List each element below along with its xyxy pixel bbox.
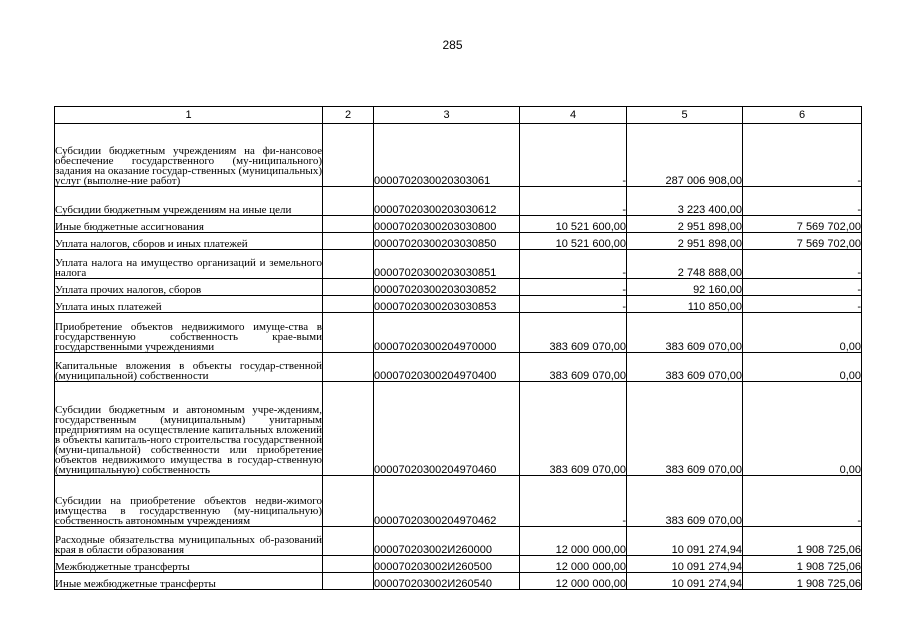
row-name: Иные бюджетные ассигнования [55, 216, 323, 233]
row-col-5: 2 951 898,00 [627, 216, 743, 233]
row-col-4: 12 000 000,00 [520, 573, 627, 590]
row-code: 00007020300204970460 [374, 382, 520, 476]
row-code: 00007020300203030800 [374, 216, 520, 233]
row-col-2 [323, 233, 374, 250]
row-col-2 [323, 527, 374, 556]
row-col-5: 10 091 274,94 [627, 556, 743, 573]
row-col-5: 287 006 908,00 [627, 124, 743, 187]
page-number: 285 [442, 38, 463, 52]
header-col-2: 2 [323, 107, 374, 124]
row-col-2 [323, 353, 374, 382]
row-col-2 [323, 382, 374, 476]
row-col-6: 0,00 [743, 313, 862, 353]
row-name: Иные межбюджетные трансферты [55, 573, 323, 590]
table-row [55, 353, 862, 382]
row-name: Субсидии бюджетным и автономным учре-ждениям, государственным (муниципальным) унитарным предприятиям на осуществление капитальных вложений в объекты капиталь-ного строительства государственной (муни-ципальной) собственности или приобретение объектов недвижимого имущества в государ-ственную (муниципальную) собственность [55, 382, 323, 476]
row-code: 00007020300204970000 [374, 313, 520, 353]
row-col-6: 0,00 [743, 353, 862, 382]
row-col-2 [323, 476, 374, 527]
row-code: 00007020300203030851 [374, 250, 520, 279]
row-col-6: 1 908 725,06 [743, 527, 862, 556]
row-col-6: - [743, 187, 862, 216]
row-col-6: - [743, 476, 862, 527]
row-name: Субсидии бюджетным учреждениям на фи-нансовое обеспечение государственного (му-ниципального) задания на оказание государ-ственных (муниципальных) услуг (выполне-ние работ) [55, 124, 323, 187]
header-col-3: 3 [374, 107, 520, 124]
table-row [55, 382, 862, 476]
row-col-6: - [743, 296, 862, 313]
row-col-4: 12 000 000,00 [520, 527, 627, 556]
row-col-2 [323, 124, 374, 187]
table-row [55, 313, 862, 353]
row-col-6: - [743, 124, 862, 187]
table-row [55, 187, 862, 216]
table-row [55, 279, 862, 296]
row-col-5: 383 609 070,00 [627, 382, 743, 476]
row-col-2 [323, 573, 374, 590]
row-code: 00007020300204970462 [374, 476, 520, 527]
row-col-6: 7 569 702,00 [743, 216, 862, 233]
row-col-2 [323, 187, 374, 216]
row-code: 00007020300203030612 [374, 187, 520, 216]
table-row [55, 250, 862, 279]
row-col-6: - [743, 279, 862, 296]
row-col-2 [323, 216, 374, 233]
row-col-4: - [520, 187, 627, 216]
row-col-4: 10 521 600,00 [520, 216, 627, 233]
row-col-2 [323, 556, 374, 573]
table-row [55, 296, 862, 313]
table-row [55, 124, 862, 187]
header-col-1: 1 [55, 107, 323, 124]
row-col-5: 2 748 888,00 [627, 250, 743, 279]
row-code: 00007020300204970400 [374, 353, 520, 382]
header-col-6: 6 [743, 107, 862, 124]
row-code: 000070203002И260540 [374, 573, 520, 590]
row-col-6: - [743, 250, 862, 279]
row-code: 00007020300203030850 [374, 233, 520, 250]
row-name: Межбюджетные трансферты [55, 556, 323, 573]
row-col-4: - [520, 296, 627, 313]
header-col-4: 4 [520, 107, 627, 124]
row-col-5: 383 609 070,00 [627, 476, 743, 527]
row-col-4: - [520, 250, 627, 279]
row-name: Приобретение объектов недвижимого имуще-ства в государственную собственность крае-выми государственными учреждениями [55, 313, 323, 353]
row-name: Расходные обязательства муниципальных об-разований края в области образования [55, 527, 323, 556]
row-name: Субсидии на приобретение объектов недви-жимого имущества в государственную (му-ниципальную) собственность автономным учреждениям [55, 476, 323, 527]
row-col-5: 383 609 070,00 [627, 353, 743, 382]
row-col-5: 10 091 274,94 [627, 527, 743, 556]
table-row [55, 573, 862, 590]
table-row [55, 556, 862, 573]
table-row [55, 233, 862, 250]
row-code: 000070203002И260000 [374, 527, 520, 556]
row-col-4: - [520, 124, 627, 187]
row-col-5: 110 850,00 [627, 296, 743, 313]
row-name: Уплата налогов, сборов и иных платежей [55, 233, 323, 250]
row-name: Субсидии бюджетным учреждениям на иные цели [55, 187, 323, 216]
row-name: Уплата прочих налогов, сборов [55, 279, 323, 296]
row-col-4: 383 609 070,00 [520, 382, 627, 476]
row-col-5: 383 609 070,00 [627, 313, 743, 353]
row-code: 000070203002И260500 [374, 556, 520, 573]
table-header-row [55, 107, 862, 124]
row-col-6: 1 908 725,06 [743, 573, 862, 590]
row-col-5: 92 160,00 [627, 279, 743, 296]
row-name: Капитальные вложения в объекты государ-ственной (муниципальной) собственности [55, 353, 323, 382]
row-col-4: - [520, 279, 627, 296]
row-col-2 [323, 250, 374, 279]
row-col-6: 0,00 [743, 382, 862, 476]
row-col-4: 12 000 000,00 [520, 556, 627, 573]
row-name: Уплата налога на имущество организаций и земельного налога [55, 250, 323, 279]
row-col-4: - [520, 476, 627, 527]
budget-table [54, 106, 862, 590]
row-name: Уплата иных платежей [55, 296, 323, 313]
row-col-5: 3 223 400,00 [627, 187, 743, 216]
row-code: 0000702030020303061 [374, 124, 520, 187]
row-col-4: 383 609 070,00 [520, 353, 627, 382]
row-col-4: 383 609 070,00 [520, 313, 627, 353]
row-code: 00007020300203030853 [374, 296, 520, 313]
row-col-5: 2 951 898,00 [627, 233, 743, 250]
row-col-5: 10 091 274,94 [627, 573, 743, 590]
row-col-2 [323, 279, 374, 296]
row-code: 00007020300203030852 [374, 279, 520, 296]
table-row [55, 527, 862, 556]
table-row [55, 216, 862, 233]
row-col-2 [323, 296, 374, 313]
row-col-4: 10 521 600,00 [520, 233, 627, 250]
header-col-5: 5 [627, 107, 743, 124]
row-col-6: 7 569 702,00 [743, 233, 862, 250]
table-row [55, 476, 862, 527]
row-col-2 [323, 313, 374, 353]
row-col-6: 1 908 725,06 [743, 556, 862, 573]
